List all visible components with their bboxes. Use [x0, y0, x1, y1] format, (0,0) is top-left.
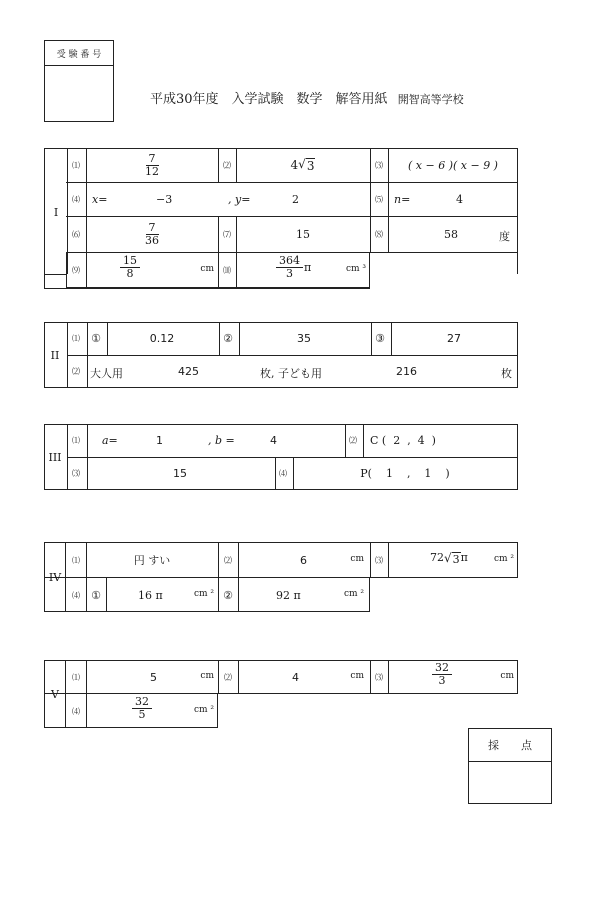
s2-q1-c3: ③	[375, 331, 385, 345]
s4-q4-v2: 92 π	[276, 589, 301, 602]
s1-q10-label: ⑽	[223, 265, 231, 275]
s5-q4-den: 5	[138, 707, 146, 721]
s4-q3-unit: cm ²	[493, 554, 514, 564]
s1-q10-pi: π	[304, 260, 312, 274]
s5-q3-den: 3	[438, 673, 446, 687]
score-box	[468, 728, 552, 804]
s3-q1-a-value: 1	[156, 434, 163, 447]
s3-q1-a-label: a=	[102, 434, 118, 447]
s1-q4-x-label: x=	[92, 193, 108, 206]
s4-q4-u1: cm ²	[193, 589, 214, 599]
s4-q3-rad: 3	[452, 553, 460, 566]
s1-q8-answer[interactable]	[388, 216, 518, 252]
s1-q10-num: 364	[276, 255, 303, 268]
s2-q1-c2: ②	[223, 331, 233, 345]
section-3-roman: III	[48, 450, 62, 464]
s3-q1-b-label: , b =	[208, 434, 235, 447]
s5-q3-answer[interactable]	[388, 660, 518, 694]
s4-q3-label: ⑶	[375, 555, 383, 565]
s5-q4-num: 32	[132, 696, 152, 709]
score-label: 採 点	[488, 739, 532, 752]
s4-q4-c2: ②	[223, 588, 233, 602]
s5-q3-label: ⑶	[375, 672, 383, 682]
s1-q4-answer[interactable]	[86, 182, 370, 216]
s2-q1-c1: ①	[91, 331, 101, 345]
s1-q10-answer[interactable]	[236, 252, 370, 288]
school-name: 開智高等学校	[397, 93, 464, 106]
s3-q2-answer[interactable]: C ( 2 , 4 )	[370, 433, 436, 447]
s1-q5-answer[interactable]	[388, 182, 518, 216]
s4-q1-label: ⑴	[72, 555, 80, 565]
s1-q5-n-value: 4	[456, 193, 463, 206]
s1-q6-answer[interactable]	[86, 216, 218, 252]
s2-q1-answer-2[interactable]: 35	[297, 331, 311, 345]
s5-q1-label: ⑴	[72, 672, 80, 682]
page-title	[150, 88, 464, 107]
s1-q8-label: ⑻	[375, 229, 383, 239]
section-2-roman: II	[50, 348, 60, 362]
s2-q1-label: ⑴	[72, 333, 80, 343]
s1-q2-answer[interactable]: 4 √ 3	[290, 157, 315, 173]
s1-q8-value: 58	[444, 228, 458, 241]
s2-q1-answer-3[interactable]: 27	[447, 331, 461, 345]
s1-q9-answer[interactable]	[86, 252, 218, 288]
s2-q2-adult-value: 425	[178, 365, 199, 378]
s5-q4-answer[interactable]	[86, 694, 218, 728]
s1-q3-label: ⑶	[375, 160, 383, 170]
exam-number-box	[44, 40, 114, 122]
s1-q3-answer[interactable]: ( x − 6 )( x − 9 )	[408, 158, 498, 172]
s1-q1-label: ⑴	[72, 160, 80, 170]
s4-q3-coef: 72	[430, 551, 444, 564]
s1-q4-y-value: 2	[292, 193, 299, 206]
s1-q10-unit: cm ³	[345, 264, 366, 274]
s1-q4-x-value: −3	[156, 193, 173, 206]
s1-q1-num: 7	[146, 153, 159, 166]
s5-q2-answer[interactable]	[238, 660, 370, 694]
s1-q4-label: ⑷	[72, 194, 80, 204]
title-text: 平成30年度 入学試験 数学 解答用紙	[150, 92, 388, 107]
s1-q6-num: 7	[146, 222, 159, 235]
s1-q1-den: 12	[145, 164, 159, 178]
s3-q4-answer[interactable]: P( 1 , 1 )	[360, 466, 450, 480]
s3-q3-answer[interactable]: 15	[173, 466, 187, 480]
s5-q4-label: ⑷	[72, 706, 80, 716]
s4-q4-answer-1[interactable]	[106, 578, 218, 612]
s5-q2-value: 4	[292, 671, 299, 684]
s4-q4-u2: cm ²	[343, 589, 364, 599]
s3-q1-answer[interactable]	[86, 424, 344, 456]
section-4-roman: IV	[48, 570, 62, 584]
s3-q4-label: ⑷	[279, 468, 287, 478]
s1-q6-label: ⑹	[72, 229, 80, 239]
s4-q4-v1: 16 π	[138, 589, 163, 602]
s1-q2-coef: 4	[290, 158, 299, 172]
s1-q2-rad: 3	[306, 159, 315, 173]
s1-q9-den: 8	[126, 266, 134, 280]
s4-q2-answer[interactable]	[238, 542, 370, 578]
exam-number-label: 受 験 番 号	[56, 49, 102, 60]
s4-q2-label: ⑵	[224, 555, 232, 565]
s4-q4-c1: ①	[91, 588, 101, 602]
s2-q2-unit: 枚	[501, 367, 512, 380]
s1-q9-num: 15	[120, 255, 140, 268]
s1-q9-unit: cm	[200, 264, 214, 274]
s1-q5-label: ⑸	[375, 194, 383, 204]
s1-q10-den: 3	[286, 266, 293, 280]
s5-q2-unit: cm	[350, 671, 364, 681]
s1-q2-label: ⑵	[223, 160, 231, 170]
s5-q2-label: ⑵	[224, 672, 232, 682]
s1-q7-answer[interactable]: 15	[296, 227, 310, 241]
score-field[interactable]	[469, 762, 551, 803]
s5-q1-value: 5	[150, 671, 157, 684]
s4-q4-label: ⑷	[72, 590, 80, 600]
s1-q8-unit: 度	[499, 230, 510, 243]
s4-q3-pi: π	[460, 551, 468, 564]
s3-q3-label: ⑶	[72, 468, 80, 478]
s1-q9-label: ⑼	[72, 265, 80, 275]
s1-q4-y-label: , y=	[228, 193, 251, 206]
s2-q2-mid-label: 枚, 子ども用	[260, 367, 322, 380]
s2-q1-answer-1[interactable]: 0.12	[149, 331, 175, 345]
section-5-roman: V	[51, 687, 59, 701]
s4-q2-value: 6	[300, 554, 307, 567]
exam-number-field[interactable]	[45, 66, 113, 121]
s4-q1-answer[interactable]: 円 すい	[133, 554, 171, 567]
section-1-roman: I	[53, 205, 59, 219]
s3-q1-b-value: 4	[270, 434, 277, 447]
s1-q1-answer[interactable]	[86, 148, 218, 182]
s5-q1-answer[interactable]	[86, 660, 218, 694]
s1-q5-n-label: n=	[394, 193, 411, 206]
s2-q2-answer[interactable]	[86, 354, 518, 388]
s5-q3-unit: cm	[500, 671, 514, 681]
s1-q6-den: 36	[145, 233, 159, 247]
s4-q3-answer[interactable]: 72 √ 3 π cm ²	[430, 551, 514, 566]
s4-q4-answer-2[interactable]	[238, 578, 370, 612]
s4-q2-unit: cm	[350, 554, 364, 564]
s3-q1-label: ⑴	[72, 435, 80, 445]
s5-q1-unit: cm	[200, 671, 214, 681]
s2-q2-label: ⑵	[72, 366, 80, 376]
s5-q4-unit: cm ²	[193, 705, 214, 715]
s3-q2-label: ⑵	[349, 435, 357, 445]
s1-q7-label: ⑺	[223, 229, 231, 239]
s5-q3-num: 32	[432, 662, 452, 675]
s2-q2-child-value: 216	[396, 365, 417, 378]
s2-q2-adult-label: 大人用	[90, 367, 123, 380]
